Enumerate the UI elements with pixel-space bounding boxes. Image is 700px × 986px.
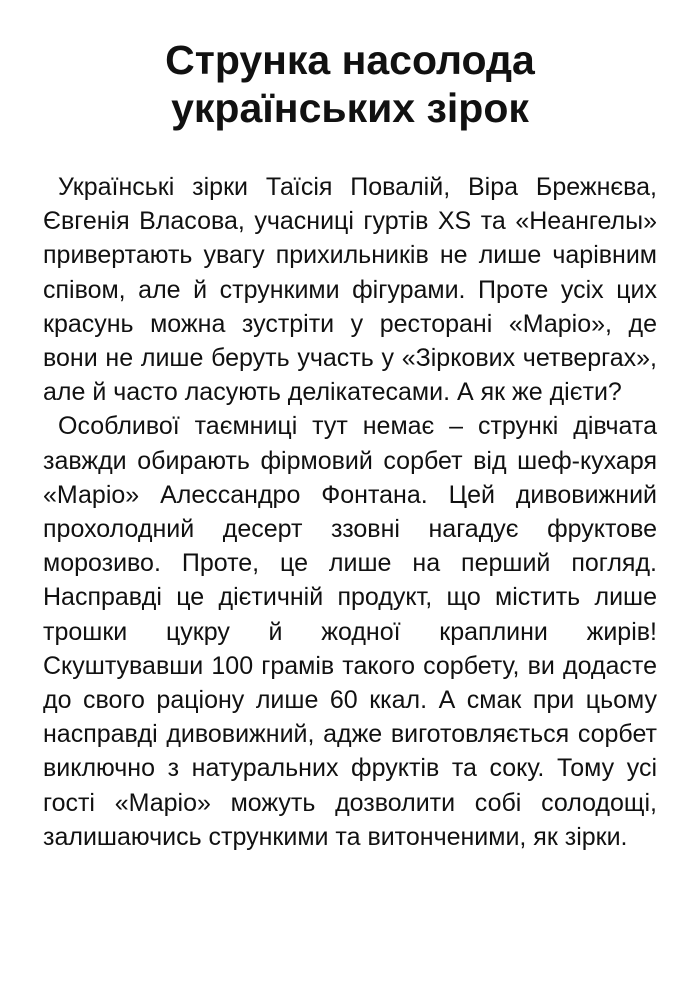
article-page [43,36,657,854]
title-line-1: Струнка насолода [165,37,535,83]
article-title [43,36,657,132]
paragraph-1: Українські зірки Таїсія Повалій, Віра Брежнєва, Євгенія Власова, учасниці гуртів XS та «Неангелы» привертають увагу прихильників не лише чарівним співом, але й стрункими фігурами. Проте усіх цих красунь можна зустріти у ресторані «Маріо», де вони не лише беруть участь у «Зіркових четвергах», але й часто ласують делікатесами. А як же дієти? [43,173,657,407]
paragraph-2: Особливої таємниці тут немає – стрункі дівчата завжди обирають фірмовий сорбет від шеф-кухаря «Маріо» Алессандро Фонтана. Цей дивовижний прохолодний десерт ззовні нагадує фруктове морозиво. Проте, це лише на перший погляд. Насправді це дієтичній продукт, що містить лише трошки цукру й жодної краплини жирів! Скуштувавши 100 грамів такого сорбету, ви додасте до свого раціону лише 60 ккал. А смак при цьому насправді дивовижний, адже виготовляється сорбет виключно з натуральних фруктів та соку. Тому усі гості «Маріо» можуть дозволити собі солодощі, залишаючись стрункими та витонченими, як зірки. [43,412,657,851]
title-line-2: українських зірок [171,85,529,131]
article-body [43,170,657,854]
